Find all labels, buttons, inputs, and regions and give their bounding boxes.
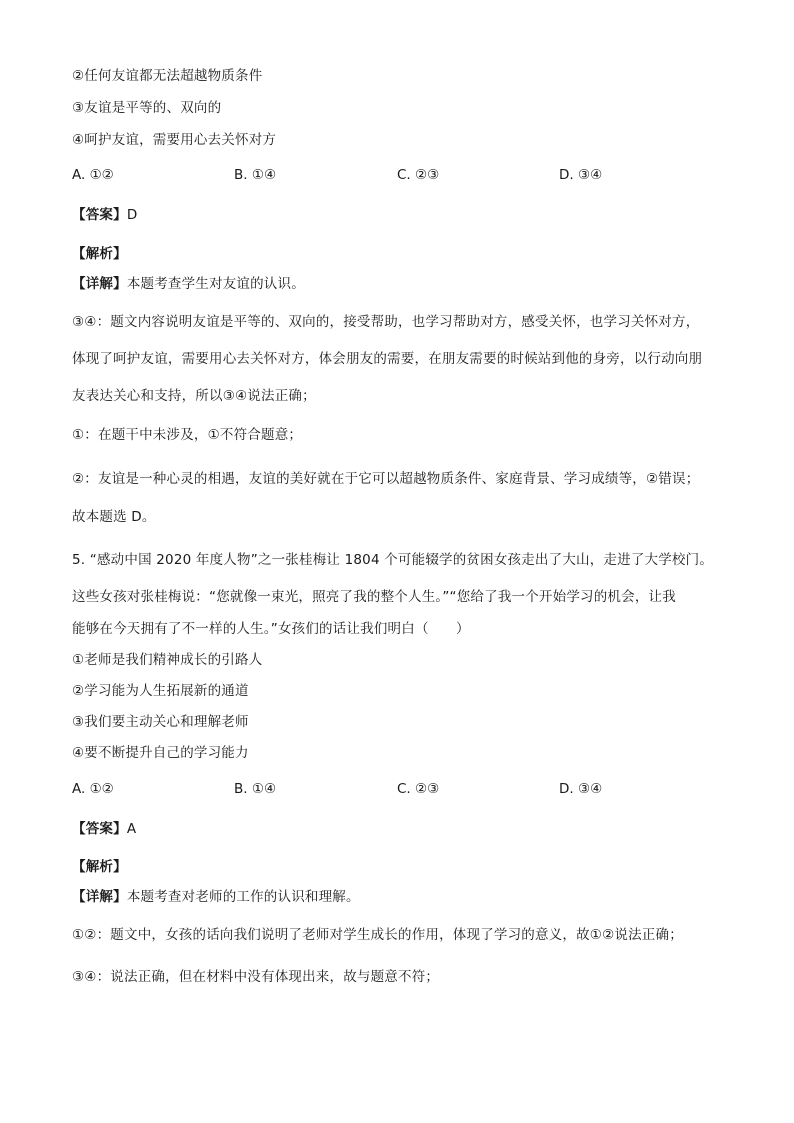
q5-statement-1: ①老师是我们精神成长的引路人: [72, 652, 263, 668]
q5-answer-value: A: [126, 821, 137, 837]
q5-statement-2: ②学习能为人生拓展新的通道: [72, 683, 249, 699]
q4-option-c: C. ②③: [397, 167, 440, 183]
q5-statement-3: ③我们要主动关心和理解老师: [72, 714, 249, 730]
q4-explanation-1-line-3: 友表达关心和支持，所以③④说法正确；: [72, 388, 316, 404]
q4-option-d: D. ③④: [559, 167, 603, 183]
q4-options: [72, 165, 732, 185]
q4-explanation-2: ①：在题干中未涉及，①不符合题意；: [72, 427, 303, 443]
q4-statement-4: ④呵护友谊，需要用心去关怀对方: [72, 132, 277, 148]
q5-detail-tag: 【详解】: [72, 889, 127, 905]
q5-answer: [72, 819, 136, 839]
q5-detail-text: 本题考查对老师的工作的认识和理解。: [126, 889, 360, 905]
q5-stem-line-3: 能够在今天拥有了不一样的人生。”女孩们的话让我们明白（ ）: [72, 621, 470, 637]
q4-explanation-1-line-2: 体现了呵护友谊，需要用心去关怀对方，体会朋友的需要，在朋友需要的时候站到他的身旁，以行动向朋: [72, 351, 703, 367]
q5-option-d: D. ③④: [559, 781, 603, 797]
q4-option-a: A. ①②: [72, 167, 114, 183]
q4-detail-tag: 【详解】: [72, 276, 127, 292]
q5-stem-line-2: 这些女孩对张桂梅说：“您就像一束光，照亮了我的整个人生。”“您给了我一个开始学习的机会，让我: [72, 589, 676, 605]
q4-conclusion: 故本题选 D。: [72, 509, 156, 525]
q5-analysis-tag: 【解析】: [72, 859, 127, 875]
q4-analysis-tag: 【解析】: [72, 246, 127, 262]
q4-detail-text: 本题考查学生对友谊的认识。: [126, 276, 305, 292]
q4-answer: [72, 205, 137, 225]
q5-statement-4: ④要不断提升自己的学习能力: [72, 745, 249, 761]
q5-option-c: C. ②③: [397, 781, 440, 797]
q4-option-b: B. ①④: [234, 167, 277, 183]
q4-statement-3: ③友谊是平等的、双向的: [72, 100, 222, 116]
q5-option-a: A. ①②: [72, 781, 114, 797]
q4-explanation-3: ②：友谊是一种心灵的相遇，友谊的美好就在于它可以超越物质条件、家庭背景、学习成绩等，②错误；: [72, 471, 700, 487]
q4-explanation-1-line-1: ③④：题文内容说明友谊是平等的、双向的，接受帮助，也学习帮助对方，感受关怀，也学习关怀对方，: [72, 314, 700, 330]
q5-option-b: B. ①④: [234, 781, 277, 797]
q4-statement-2: ②任何友谊都无法超越物质条件: [72, 68, 263, 84]
q5-explanation-1: ①②：题文中，女孩的话向我们说明了老师对学生成长的作用，体现了学习的意义，故①②说法正确；: [72, 927, 683, 943]
q4-answer-tag: 【答案】: [72, 207, 127, 223]
q5-detail: [72, 887, 360, 907]
q5-options: [72, 779, 732, 799]
q5-answer-tag: 【答案】: [72, 821, 127, 837]
q4-detail: [72, 274, 305, 294]
q5-stem-line-1: 5. “感动中国 2020 年度人物”之一张桂梅让 1804 个可能辍学的贫困女孩走出了大山，走进了大学校门。: [72, 552, 714, 568]
q4-answer-value: D: [126, 207, 138, 223]
q5-explanation-2: ③④：说法正确，但在材料中没有体现出来，故与题意不符；: [72, 969, 440, 985]
